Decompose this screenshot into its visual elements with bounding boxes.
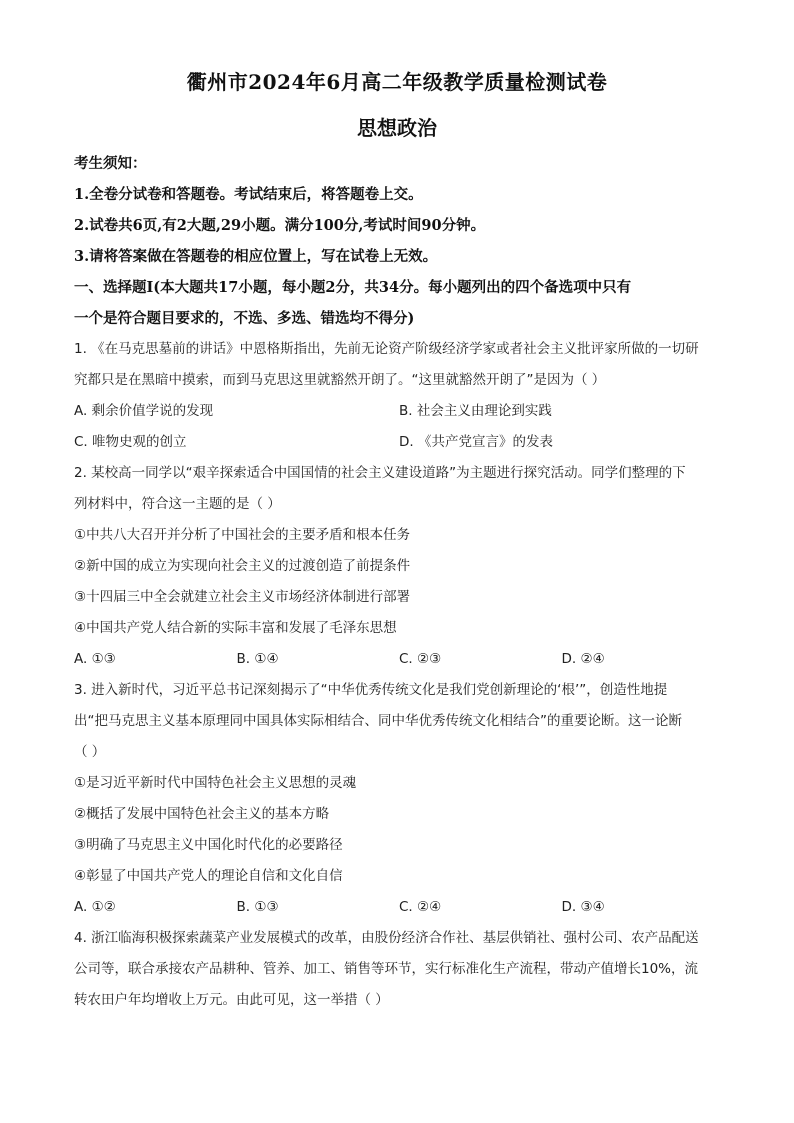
subject-title: 思想政治 <box>357 116 437 140</box>
statement: ③十四届三中全会就建立社会主义市场经济体制进行部署 <box>74 589 411 605</box>
option-d: D. 《共产党宣言》的发表 <box>399 434 553 450</box>
option-c: C. ②③ <box>399 651 442 667</box>
option-d: D. ③④ <box>561 899 605 915</box>
question-3 <box>74 675 724 923</box>
exam-content <box>74 148 724 1016</box>
question-stem: 转农田户年均增收上万元。由此可见，这一举措（ ） <box>74 992 389 1008</box>
option-a: A. 剩余价值学说的发现 <box>74 403 214 419</box>
option-d: D. ②④ <box>561 651 605 667</box>
option-a: A. ①③ <box>74 651 116 667</box>
statement: ④中国共产党人结合新的实际丰富和发展了毛泽东思想 <box>74 620 397 636</box>
statement: ①中共八大召开并分析了中国社会的主要矛盾和根本任务 <box>74 527 411 543</box>
question-2 <box>74 458 724 675</box>
statement: ③明确了马克思主义中国化时代化的必要路径 <box>74 837 343 853</box>
question-stem: 列材料中，符合这一主题的是（ ） <box>74 496 281 512</box>
option-row <box>74 644 724 675</box>
section-heading: 一个是符合题目要求的，不选、多选、错选均不得分) <box>74 310 415 327</box>
notice-item: 2.试卷共6页,有2大题,29小题。满分100分,考试时间90分钟。 <box>74 217 486 234</box>
question-4 <box>74 923 724 1016</box>
statement: ②新中国的成立为实现向社会主义的过渡创造了前提条件 <box>74 558 411 574</box>
question-stem: （ ） <box>74 744 106 760</box>
option-row <box>74 427 724 458</box>
question-stem: 究都只是在黑暗中摸索，而到马克思这里就豁然开朗了。“这里就豁然开朗了”是因为（ ） <box>74 372 606 388</box>
notice-item: 3.请将答案做在答题卷的相应位置上，写在试卷上无效。 <box>74 248 438 265</box>
statement: ④彰显了中国共产党人的理论自信和文化自信 <box>74 868 343 884</box>
question-stem: 公司等，联合承接农产品耕种、管养、加工、销售等环节，实行标准化生产流程，带动产值增长10%，流 <box>74 961 699 977</box>
option-c: C. ②④ <box>399 899 442 915</box>
question-1 <box>74 334 724 458</box>
exam-title: 衢州市2024年6月高二年级教学质量检测试卷 <box>186 70 608 94</box>
option-row <box>74 396 724 427</box>
option-c: C. 唯物史观的创立 <box>74 434 187 450</box>
statement: ①是习近平新时代中国特色社会主义思想的灵魂 <box>74 775 357 791</box>
question-stem: 出“把马克思主义基本原理同中国具体实际相结合、同中华优秀传统文化相结合”的重要论断。这一论断 <box>74 713 682 729</box>
question-stem: 2. 某校高一同学以“艰辛探索适合中国国情的社会主义建设道路”为主题进行探究活动。同学们整理的下 <box>74 465 686 481</box>
statement: ②概括了发展中国特色社会主义的基本方略 <box>74 806 330 822</box>
section-heading: 一、选择题Ⅰ(本大题共17小题，每小题2分，共34分。每小题列出的四个备选项中只有 <box>74 279 632 296</box>
option-b: B. ①③ <box>236 899 279 915</box>
option-b: B. 社会主义由理论到实践 <box>399 403 552 419</box>
notice-item: 1.全卷分试卷和答题卷。考试结束后，将答题卷上交。 <box>74 186 423 203</box>
question-stem: 4. 浙江临海积极探索蔬菜产业发展模式的改革，由股份经济合作社、基层供销社、强村公司、农产品配送 <box>74 930 699 946</box>
option-b: B. ①④ <box>236 651 279 667</box>
question-stem: 1. 《在马克思墓前的讲话》中恩格斯指出，先前无论资产阶级经济学家或者社会主义批评家所做的一切研 <box>74 341 699 357</box>
question-stem: 3. 进入新时代，习近平总书记深刻揭示了“中华优秀传统文化是我们党创新理论的‘根’”，创造性地提 <box>74 682 668 698</box>
option-row <box>74 892 724 923</box>
option-a: A. ①② <box>74 899 116 915</box>
notice-heading: 考生须知： <box>74 155 147 172</box>
